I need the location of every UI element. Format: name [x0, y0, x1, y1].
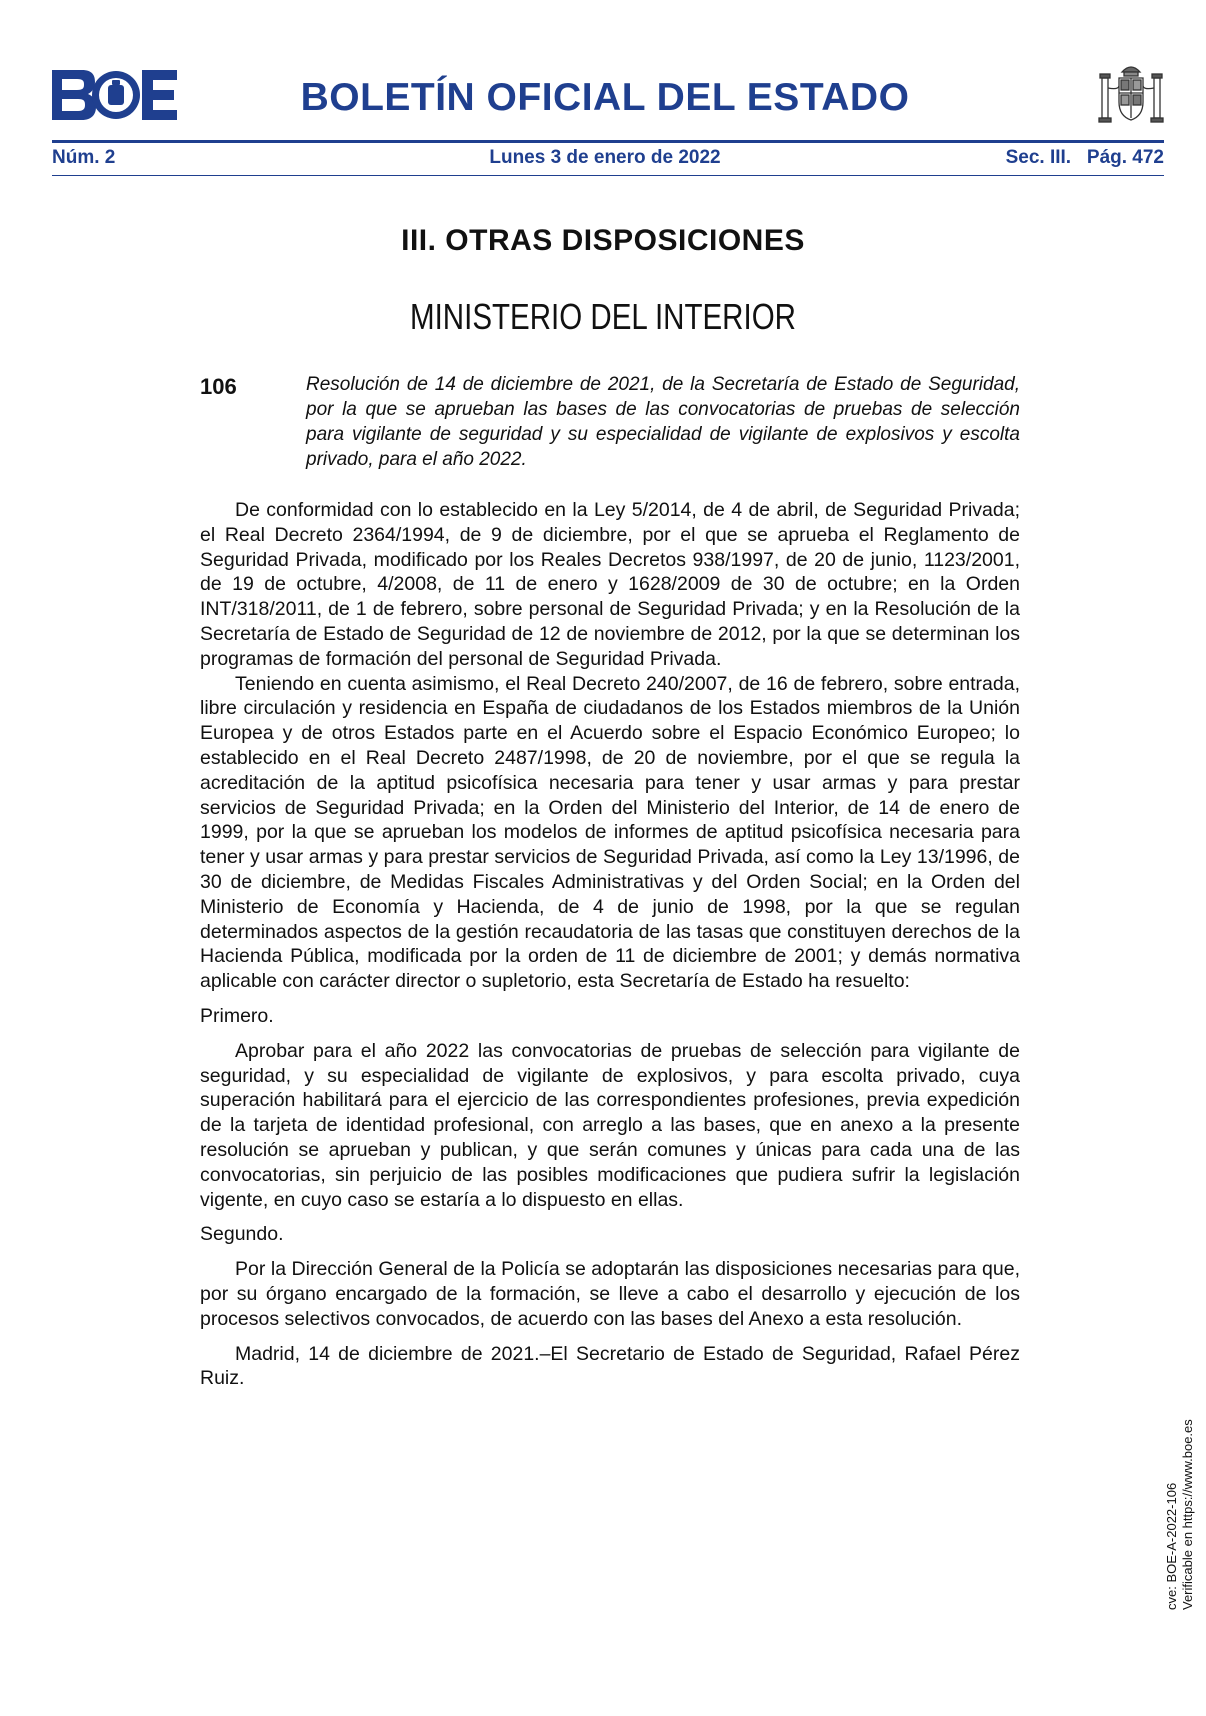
paragraph: Por la Dirección General de la Policía se adoptarán las disposiciones necesarias para que, por su órgano encargado de la formación, se lleve a cabo el desarrollo y ejecución de los procesos selectivos convocados, de acuerdo con las bases del Anexo a esta resolución. [200, 1258, 1020, 1330]
resolution-body [200, 498, 1020, 1391]
issue-number: Núm. 2 [52, 147, 116, 168]
masthead-title: BOLETÍN OFICIAL DEL ESTADO [300, 76, 910, 119]
meta-rule [52, 175, 1164, 176]
coat-of-arms-icon [1098, 60, 1164, 130]
section-title: III. OTRAS DISPOSICIONES [401, 224, 805, 257]
verification-note [1164, 1419, 1196, 1610]
cve-code: cve: BOE-A-2022-106 [1164, 1482, 1179, 1610]
resolution-number: 106 [200, 374, 237, 399]
verification-url: Verificable en https://www.boe.es [1180, 1419, 1195, 1610]
paragraph: Aprobar para el año 2022 las convocatorias de pruebas de selección para vigilante de seguridad, y su especialidad de vigilante de explosivos, y para escolta privado, cuya superación habilitará para el ejercicio de las correspondientes profesiones, previa expedición de la tarjeta de identidad profesional, con arreglo a las bases, que en anexo a la presente resolución se aprueban y publican, y que serán comunes y únicas para cada una de las convocatorias, sin perjuicio de las posibles modificaciones que pudiera sufrir la legislación vigente, en cuyo caso se estaría a lo dispuesto en ellas. [200, 1039, 1020, 1211]
paragraph: Teniendo en cuenta asimismo, el Real Decreto 240/2007, de 16 de febrero, sobre entrada, libre circulación y residencia en España de ciudadanos de los Estados miembros de la Unión Europea y de otros Estados parte en el Acuerdo sobre el Espacio Económico Europeo; lo establecido en el Real Decreto 2487/1998, de 20 de noviembre, por el que se regula la acreditación de la aptitud psicofísica necesaria para tener y usar armas y para prestar servicios de Seguridad Privada; en la Orden del Ministerio del Interior, de 14 de enero de 1999, por la que se aprueban los modelos de informes de aptitud psicofísica necesaria para tener y usar armas y para prestar servicios de Seguridad Privada, así como la Ley 13/1996, de 30 de diciembre, de Medidas Fiscales Administrativas y del Orden Social; en la Orden del Ministerio de Economía y Hacienda, de 4 de junio de 1998, por la que se regulan determinados aspectos de la gestión recaudatoria de las tasas que constituyen derechos de la Hacienda Pública, modificada por la orden de 11 de diciembre de 2001; y demás normativa aplicable con carácter director o supletorio, esta Secretaría de Estado ha resuelto: [200, 672, 1020, 993]
article-heading: Primero. [200, 1004, 274, 1027]
signature: Madrid, 14 de diciembre de 2021.–El Secretario de Estado de Seguridad, Rafael Pérez Ruiz. [200, 1342, 1020, 1390]
paragraph: De conformidad con lo establecido en la Ley 5/2014, de 4 de abril, de Seguridad Privada; el Real Decreto 2364/1994, de 9 de diciembre, por el que se aprueba el Reglamento de Seguridad Privada, modificado por los Reales Decretos 938/1997, de 20 de junio, 1123/2001, de 19 de octubre, 4/2008, de 11 de enero y 1628/2009 de 30 de octubre; en la Orden INT/318/2011, de 1 de febrero, sobre personal de Seguridad Privada; y en la Resolución de la Secretaría de Estado de Seguridad de 12 de noviembre de 2012, por la que se determinan los programas de formación del personal de Seguridad Privada. [200, 499, 1020, 670]
section-page: Sec. III. Pág. 472 [1005, 147, 1164, 168]
ministry-title: MINISTERIO DEL INTERIOR [410, 296, 796, 337]
resolution-summary: Resolución de 14 de diciembre de 2021, de la Secretaría de Estado de Seguridad, por la que se aprueban las bases de las convocatorias de pruebas de selección para vigilante de seguridad y su especialidad de vigilante de explosivos y escolta privado, para el año 2022. [306, 374, 1020, 470]
article-heading: Segundo. [200, 1223, 284, 1246]
header-rule [52, 140, 1164, 143]
boe-logo [52, 70, 177, 120]
issue-date: Lunes 3 de enero de 2022 [489, 147, 721, 168]
